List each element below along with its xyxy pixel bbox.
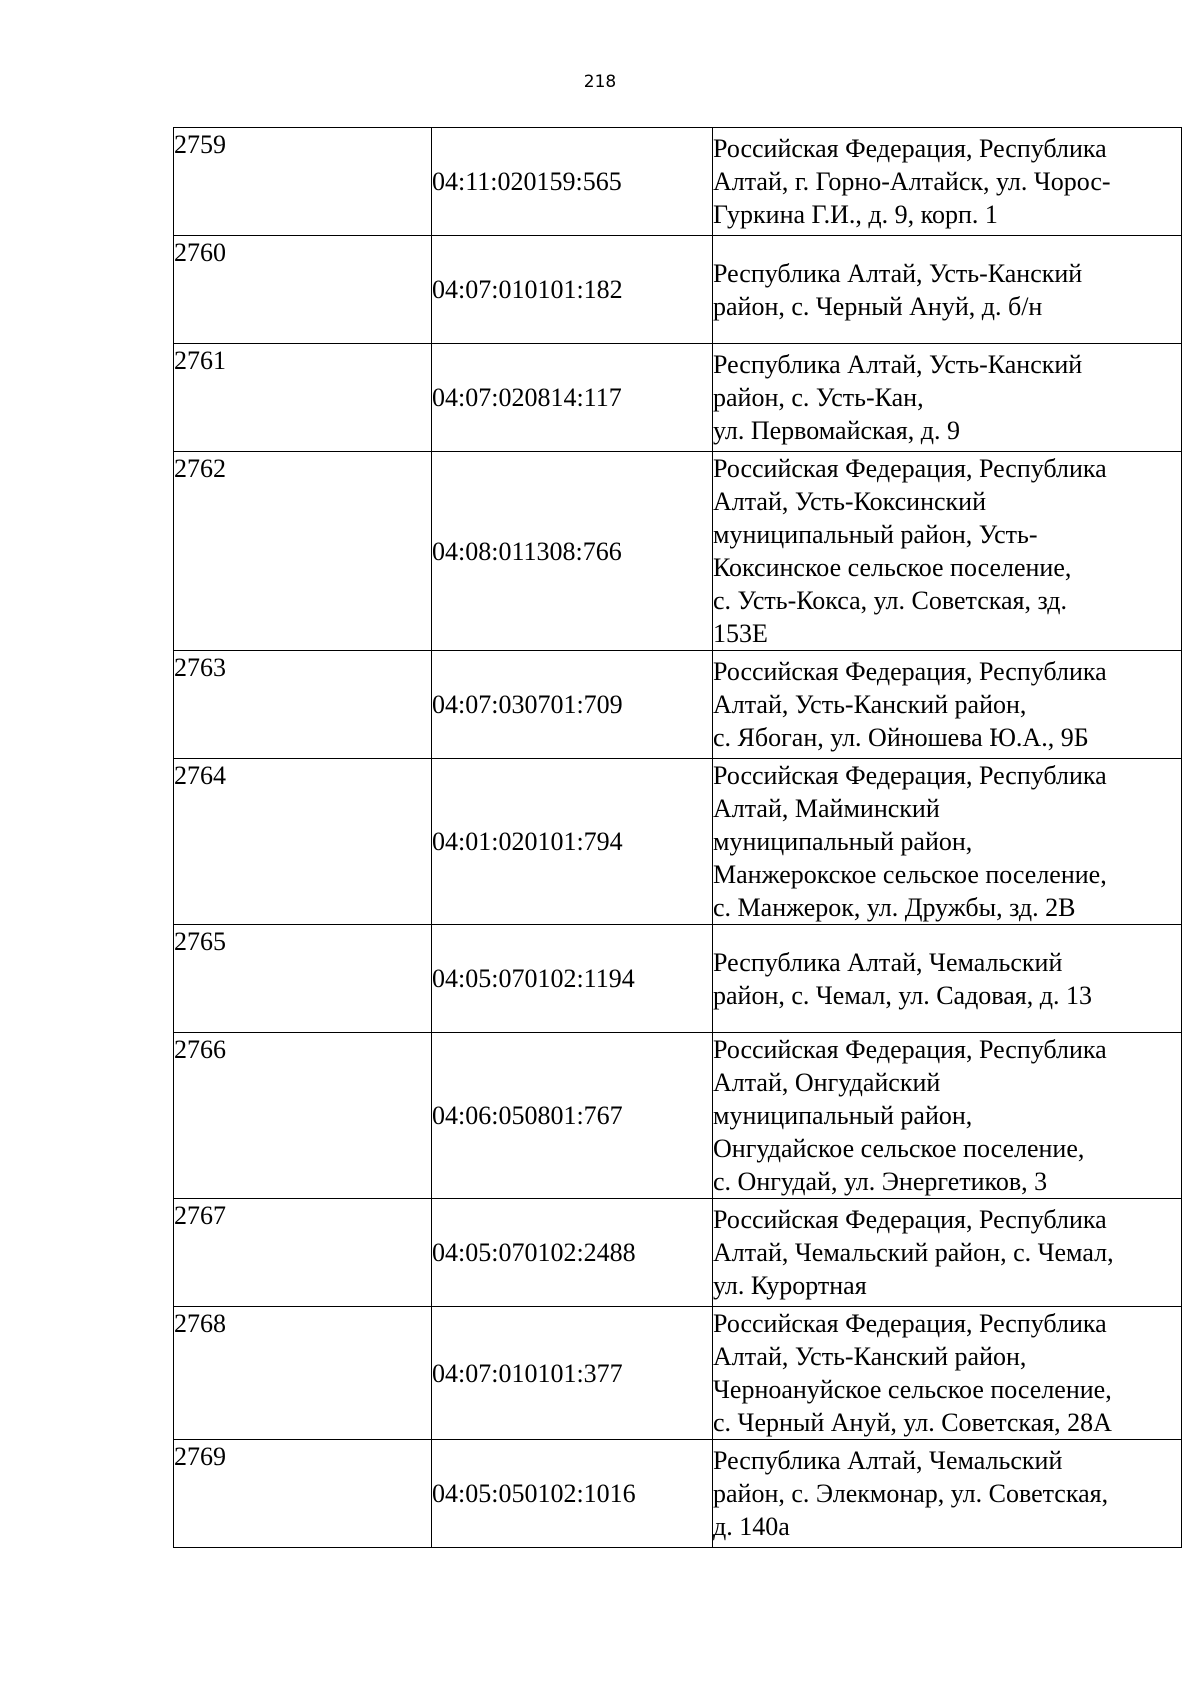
cadastral-number: 04:05:070102:1194 <box>432 925 713 1033</box>
table-row <box>174 1307 1182 1440</box>
table-row <box>174 1033 1182 1199</box>
row-number: 2760 <box>174 236 432 344</box>
address: Российская Федерация, Республика Алтай, Майминский муниципальный район, Манжерокское сельское поселение, с. Манжерок, ул. Дружбы, зд. 2В <box>713 759 1182 925</box>
row-number: 2769 <box>174 1440 432 1548</box>
address: Российская Федерация, Республика Алтай, Усть-Канский район, Черноануйское сельское поселение, с. Черный Ануй, ул. Советская, 28А <box>713 1307 1182 1440</box>
address: Российская Федерация, Республика Алтай, Усть-Коксинский муниципальный район, Усть- Коксинское сельское поселение, с. Усть-Кокса, ул. Советская, зд. 153Е <box>713 452 1182 651</box>
table-row <box>174 759 1182 925</box>
address: Российская Федерация, Республика Алтай, Усть-Канский район, с. Ябоган, ул. Ойношева Ю.А., 9Б <box>713 651 1182 759</box>
cadastral-number: 04:06:050801:767 <box>432 1033 713 1199</box>
row-number: 2764 <box>174 759 432 925</box>
row-number: 2759 <box>174 128 432 236</box>
row-number: 2767 <box>174 1199 432 1307</box>
cadastral-number: 04:05:070102:2488 <box>432 1199 713 1307</box>
cadastral-number: 04:01:020101:794 <box>432 759 713 925</box>
address: Российская Федерация, Республика Алтай, Онгудайский муниципальный район, Онгудайское сельское поселение, с. Онгудай, ул. Энергетиков, 3 <box>713 1033 1182 1199</box>
cadastral-number: 04:08:011308:766 <box>432 452 713 651</box>
address: Российская Федерация, Республика Алтай, Чемальский район, с. Чемал, ул. Курортная <box>713 1199 1182 1307</box>
row-number: 2766 <box>174 1033 432 1199</box>
row-number: 2763 <box>174 651 432 759</box>
table-row <box>174 1440 1182 1548</box>
table-row <box>174 1199 1182 1307</box>
row-number: 2768 <box>174 1307 432 1440</box>
property-table <box>173 127 1182 1548</box>
address: Республика Алтай, Чемальский район, с. Чемал, ул. Садовая, д. 13 <box>713 925 1182 1033</box>
table-row <box>174 925 1182 1033</box>
cadastral-number: 04:07:020814:117 <box>432 344 713 452</box>
table-row <box>174 452 1182 651</box>
table-row <box>174 236 1182 344</box>
address: Республика Алтай, Усть-Канский район, с. Черный Ануй, д. б/н <box>713 236 1182 344</box>
table-row <box>174 651 1182 759</box>
cadastral-number: 04:07:010101:182 <box>432 236 713 344</box>
cadastral-number: 04:05:050102:1016 <box>432 1440 713 1548</box>
row-number: 2765 <box>174 925 432 1033</box>
cadastral-number: 04:11:020159:565 <box>432 128 713 236</box>
row-number: 2761 <box>174 344 432 452</box>
page-number: 218 <box>583 72 617 92</box>
table-row <box>174 344 1182 452</box>
table-row <box>174 128 1182 236</box>
cadastral-number: 04:07:030701:709 <box>432 651 713 759</box>
address: Российская Федерация, Республика Алтай, г. Горно-Алтайск, ул. Чорос- Гуркина Г.И., д. 9, корп. 1 <box>713 128 1182 236</box>
cadastral-number: 04:07:010101:377 <box>432 1307 713 1440</box>
address: Республика Алтай, Усть-Канский район, с. Усть-Кан, ул. Первомайская, д. 9 <box>713 344 1182 452</box>
row-number: 2762 <box>174 452 432 651</box>
address: Республика Алтай, Чемальский район, с. Элекмонар, ул. Советская, д. 140а <box>713 1440 1182 1548</box>
